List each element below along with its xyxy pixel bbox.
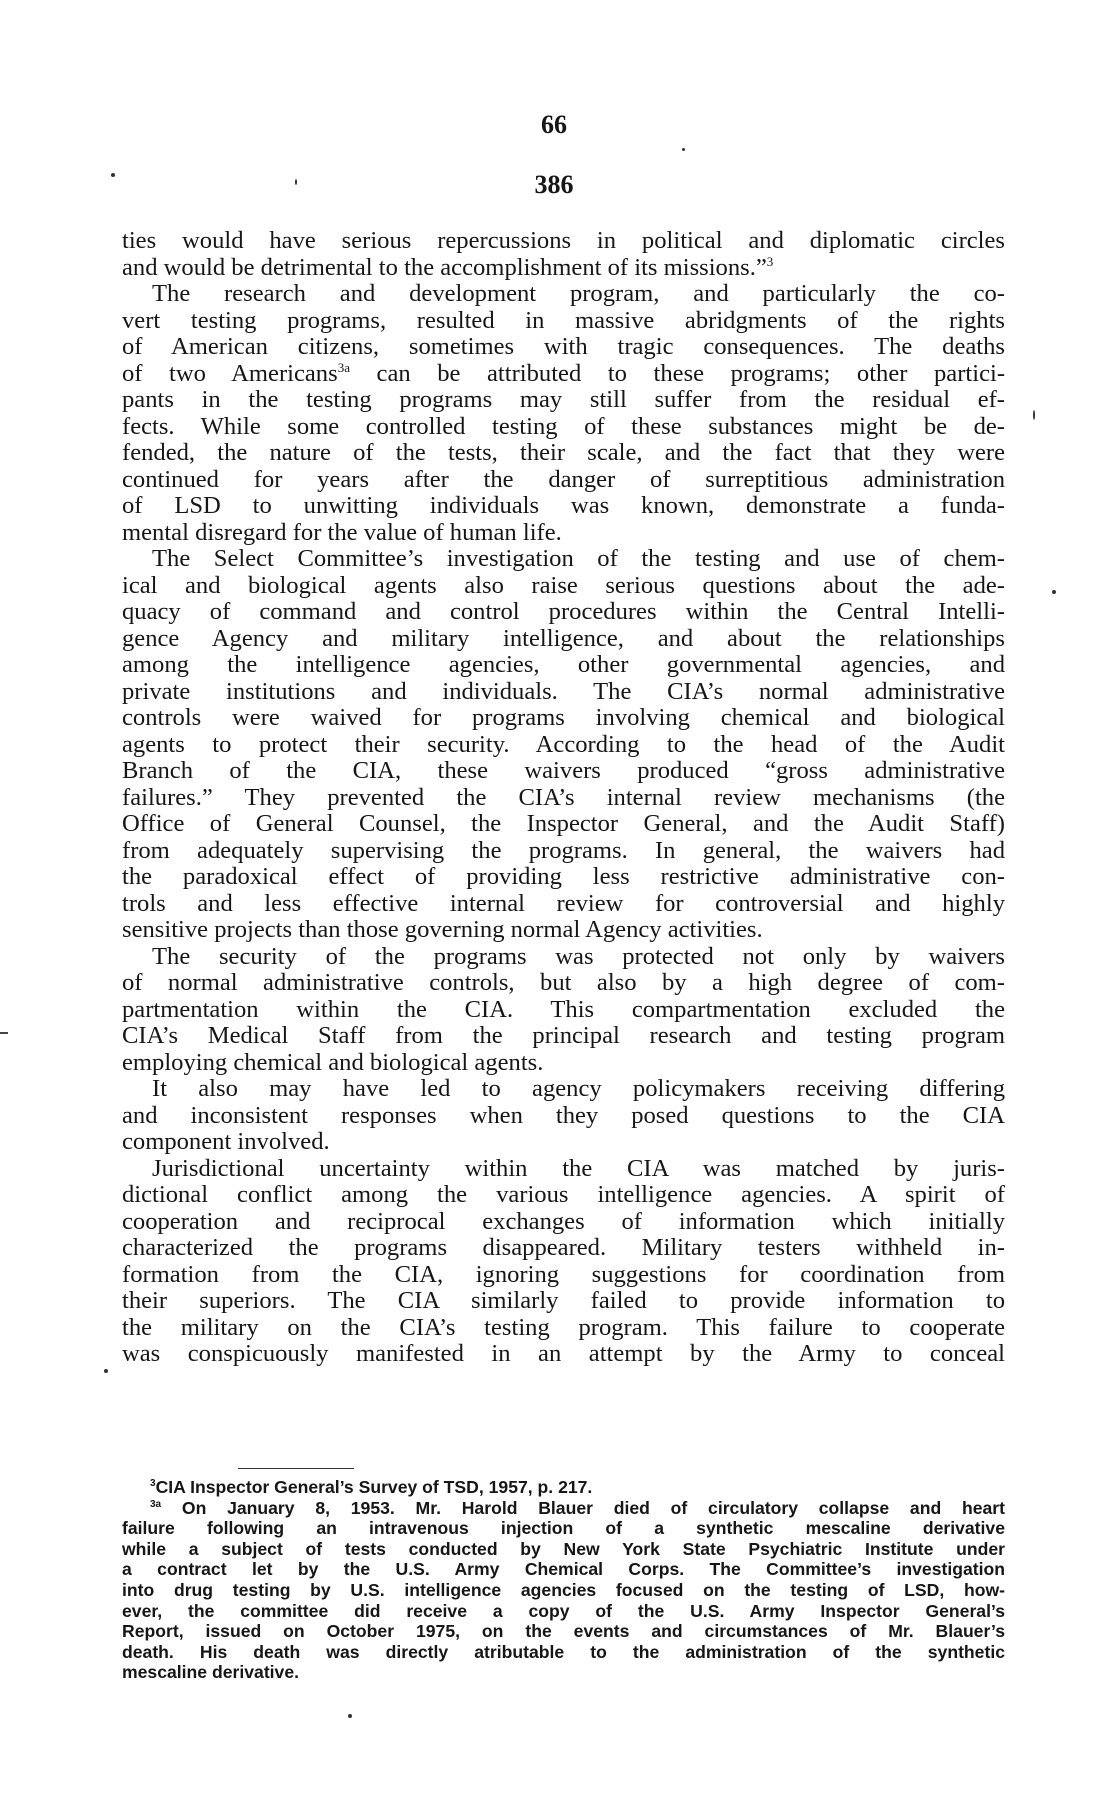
text-line: continued for years after the danger of surreptitious administration bbox=[122, 466, 1005, 493]
text-line: Branch of the CIA, these waivers produced “gross administrative bbox=[122, 758, 1005, 784]
text-line: CIA’s Medical Staff from the principal research and testing program bbox=[122, 1023, 1005, 1049]
text-line: characterized the programs disappeared. Military testers withheld in- bbox=[122, 1235, 1005, 1261]
page-number: 66 bbox=[541, 110, 567, 139]
scan-speck bbox=[348, 1714, 352, 1718]
footnote-3: $^3$CIA Inspector General’s Survey of TSD, 1957, p. 217. bbox=[150, 1477, 593, 1497]
footnote-ref-3a: 3a bbox=[337, 360, 350, 375]
text-line: ties would have serious repercussions in political and diplomatic circles bbox=[122, 228, 1005, 254]
footnote-line: Report, issued on October 1975, on the events and circumstances of Mr. Blauer’s bbox=[122, 1621, 1005, 1642]
text-line: Office of General Counsel, the Inspector General, and the Audit Staff) bbox=[122, 811, 1005, 837]
text-line: fended, the nature of the tests, their scale, and the fact that they were bbox=[122, 440, 1005, 466]
original-page-number: 386 bbox=[534, 170, 574, 199]
text-line: and would be detrimental to the accomplishment of its missions.”$^3$ bbox=[122, 254, 774, 281]
text-line: of two Americans$^{3a}$ can be attributed to these programs; other partici- bbox=[122, 360, 1005, 387]
footnotes bbox=[122, 1477, 1005, 1683]
text-line: controls were waived for programs involving chemical and biological bbox=[122, 705, 1005, 731]
scan-speck bbox=[682, 148, 685, 151]
text-line: of American citizens, sometimes with tragic consequences. The deaths bbox=[122, 334, 1005, 360]
text-line: was conspicuously manifested in an attempt by the Army to conceal bbox=[122, 1341, 1005, 1367]
footnote-line: failure following an intravenous injection of a synthetic mescaline derivative bbox=[122, 1518, 1005, 1539]
scan-mark bbox=[0, 1032, 8, 1034]
text-line: trols and less effective internal review for controversial and highly bbox=[122, 890, 1005, 917]
footnote-3a: $^{3a}$ On January 8, 1953. Mr. Harold Blauer died of circulatory collapse and heart bbox=[150, 1497, 1005, 1518]
body-text bbox=[122, 228, 1005, 1368]
footnote-line: while a subject of tests conducted by New York State Psychiatric Institute under bbox=[122, 1538, 1005, 1559]
text-line: among the intelligence agencies, other governmental agencies, and bbox=[122, 652, 1005, 678]
text-line: pants in the testing programs may still suffer from the residual ef- bbox=[122, 387, 1005, 413]
text-line: employing chemical and biological agents. bbox=[122, 1049, 544, 1076]
text-line: and inconsistent responses when they posed questions to the CIA bbox=[122, 1102, 1005, 1129]
paragraph-first-line: Jurisdictional uncertainty within the CIA was matched by juris- bbox=[152, 1155, 1005, 1182]
text-line: of normal administrative controls, but also by a high degree of com- bbox=[122, 970, 1005, 996]
text-line: component involved. bbox=[122, 1129, 330, 1155]
text-line: vert testing programs, resulted in massive abridgments of the rights bbox=[122, 307, 1005, 334]
footnote-line: death. His death was directly atributable to the administration of the synthetic bbox=[122, 1641, 1005, 1662]
footnote-line: into drug testing by U.S. intelligence agencies focused on the testing of LSD, how- bbox=[122, 1579, 1005, 1600]
paragraph-first-line: The research and development program, and particularly the co- bbox=[152, 281, 1005, 307]
text-line: the military on the CIA’s testing program. This failure to cooperate bbox=[122, 1314, 1005, 1341]
paragraph-first-line: It also may have led to agency policymakers receiving differing bbox=[152, 1076, 1005, 1102]
scan-speck bbox=[111, 173, 115, 177]
text-line: formation from the CIA, ignoring suggestions for coordination from bbox=[122, 1261, 1005, 1288]
text-line: failures.” They prevented the CIA’s internal review mechanisms (the bbox=[122, 784, 1005, 811]
text-line: agents to protect their security. According to the head of the Audit bbox=[122, 731, 1005, 758]
text-line: sensitive projects than those governing normal Agency activities. bbox=[122, 917, 763, 943]
text-line: mental disregard for the value of human life. bbox=[122, 519, 562, 546]
text-line: the paradoxical effect of providing less restrictive administrative con- bbox=[122, 864, 1005, 890]
paragraph-first-line: The Select Committee’s investigation of the testing and use of chem- bbox=[152, 546, 1005, 572]
footnote-line: a contract let by the U.S. Army Chemical Corps. The Committee’s investigation bbox=[122, 1559, 1005, 1580]
text-line: from adequately supervising the programs. In general, the waivers had bbox=[122, 837, 1005, 864]
footnote-ref-3: 3 bbox=[766, 254, 774, 269]
footnote-line: ever, the committee did receive a copy of the U.S. Army Inspector General’s bbox=[122, 1600, 1005, 1621]
scan-speck bbox=[295, 179, 297, 185]
scan-speck bbox=[104, 1369, 108, 1373]
footnote-line: mescaline derivative. bbox=[122, 1662, 300, 1683]
footnote-divider bbox=[238, 1468, 354, 1469]
text-line: dictional conflict among the various intelligence agencies. A spirit of bbox=[122, 1182, 1005, 1208]
text-line: their superiors. The CIA similarly failed to provide information to bbox=[122, 1288, 1005, 1314]
text-line: gence Agency and military intelligence, and about the relationships bbox=[122, 625, 1005, 652]
text-line: partmentation within the CIA. This compartmentation excluded the bbox=[122, 996, 1005, 1023]
text-line: fects. While some controlled testing of these substances might be de- bbox=[122, 413, 1005, 440]
text-line: quacy of command and control procedures within the Central Intelli- bbox=[122, 599, 1005, 625]
text-line: private institutions and individuals. The CIA’s normal administrative bbox=[122, 678, 1005, 705]
text-line: of LSD to unwitting individuals was known, demonstrate a funda- bbox=[122, 493, 1005, 519]
scan-speck bbox=[1052, 590, 1056, 594]
text-line: cooperation and reciprocal exchanges of information which initially bbox=[122, 1208, 1005, 1235]
scan-speck bbox=[1033, 410, 1035, 420]
text-line: ical and biological agents also raise serious questions about the ade- bbox=[122, 572, 1005, 599]
paragraph-first-line: The security of the programs was protected not only by waivers bbox=[152, 943, 1005, 970]
